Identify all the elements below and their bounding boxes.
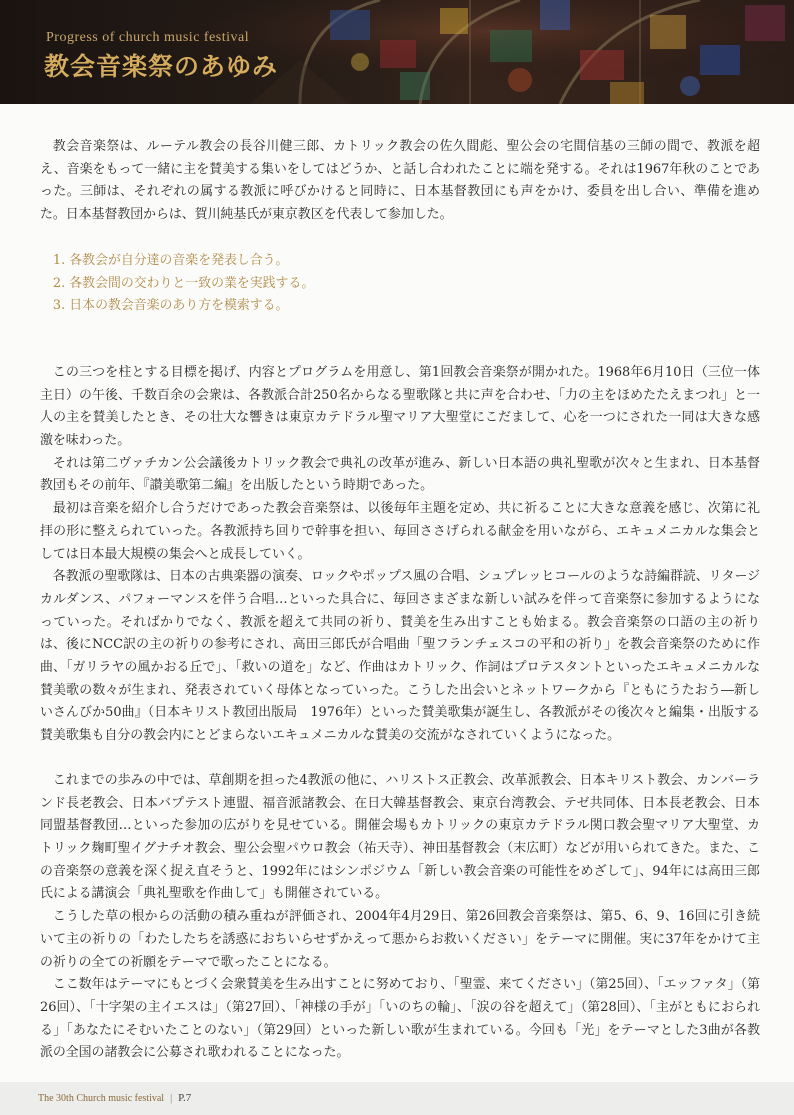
page-footer bbox=[0, 1082, 794, 1115]
section-gap bbox=[40, 748, 760, 770]
body-paragraph: ここ数年はテーマにもとづく会衆賛美を生み出すことに努めており、「聖霊、来てください」（第25回）、「エッファタ」（第26回）、「十字架の主イエスは」（第27回）、「神様の手が」「いのちの輪」、「涙の谷を超えて」（第28回）、「主がともにおられる」「あなたにそむいたことのない」（第29回）といった新しい歌が生まれている。今回も「光」をテーマとした3曲が各教派の全国の諸教会に公募され歌われることになった。 bbox=[40, 977, 760, 1061]
body-paragraph: 最初は音楽を紹介し合うだけであった教会音楽祭は、以後毎年主題を定め、共に祈ることに大きな意義を感じ、次第に礼拝の形に整えられていった。各教派持ち回りで幹事を担い、毎回ささげられる献金を用いながら、エキュメニカルな集会としては日本最大規模の集会へと成長していく。 bbox=[40, 501, 760, 562]
goal-item: 1. 各教会が自分達の音楽を発表し合う。 bbox=[52, 252, 289, 268]
intro-paragraph: 教会音楽祭は、ルーテル教会の長谷川健三郎、カトリック教会の佐久間彪、聖公会の宅間信基の三師の間で、教派を超え、音楽をもって一緒に主を賛美する集いをしてはどうか、と話し合われたことに端を発する。それは1967年秋のことであった。三師は、それぞれの属する教派に呼びかけると同時に、日本基督教団にも声をかけ、委員を出し合い、準備を進めた。日本基督教団からは、賀川純基氏が東京教区を代表して参加した。 bbox=[40, 139, 760, 223]
body-paragraph: こうした草の根からの活動の積み重ねが評価され、2004年4月29日、第26回教会音楽祭は、第5、6、9、16回に引き続いて主の祈りの「わたしたちを誘惑におちいらせずかえって悪からお救いください」をテーマに開催。実に37年をかけて主の祈りの全ての祈願をテーマで歌ったことになる。 bbox=[40, 909, 760, 970]
goal-item: 2. 各教会間の交わりと一致の業を実践する。 bbox=[52, 275, 315, 291]
header-banner bbox=[0, 0, 794, 104]
footer-separator: | bbox=[170, 1093, 173, 1104]
footer-text bbox=[38, 1092, 191, 1104]
header-subtitle: Progress of church music festival bbox=[46, 30, 250, 45]
footer-festival-name: The 30th Church music festival bbox=[38, 1093, 165, 1104]
body-paragraph: これまでの歩みの中では、草創期を担った4教派の他に、ハリストス正教会、改革派教会、日本キリスト教会、カンバーランド長老教会、日本バプテスト連盟、福音派諸教会、在日大韓基督教会、東京台湾教会、テゼ共同体、日本長老教会、日本同盟基督教団…といった参加の広がりを見せている。開催会場もカトリックの東京カテドラル関口教会聖マリア大聖堂、カトリック麹町聖イグナチオ教会、聖公会聖パウロ教会（祐天寺）、神田基督教会（末広町）などが用いられてきた。また、この音楽祭の意義を深く捉え直そうと、1992年にはシンポジウム「新しい教会音楽の可能性をめざして」、94年には高田三郎氏による講演会「典礼聖歌を作曲して」も開催されている。 bbox=[40, 772, 760, 902]
article-body bbox=[40, 136, 760, 1065]
body-paragraph: 各教派の聖歌隊は、日本の古典楽器の演奏、ロックやポップス風の合唱、シュプレッヒコールのような詩編群読、リタージカルダンス、パフォーマンスを伴う合唱…といった具合に、毎回さまざまな新しい試みを伴って音楽祭に参加するようになっていった。そればかりでなく、教派を超えて共同の祈り、賛美を生み出すことも始まる。教会音楽祭の口語の主の祈りは、後にNCC訳の主の祈りの参考にされ、高田三郎氏が合唱曲「聖フランチェスコの平和の祈り」を教会音楽祭のために作曲、「ガリラヤの風かおる丘で」、「救いの道を」など、作曲はカトリック、作詞はプロテスタントといったエキュメニカルな賛美歌の数々が生まれ、発表されていく母体となっていった。こうした出会いとネットワークから『ともにうたおう―新しいさんびか50曲』（日本キリスト教団出版局 1976年）といった賛美歌集が誕生し、各教派がその後次々と編集・出版する賛美歌集も自分の教会内にとどまらないエキュメニカルな賛美の交流がなされていくようになった。 bbox=[40, 569, 760, 744]
body-paragraph: この三つを柱とする目標を掲げ、内容とプログラムを用意し、第1回教会音楽祭が開かれた。1968年6月10日（三位一体主日）の午後、千数百余の会衆は、各教派合計250名からなる聖歌隊と共に声を合わせ、「力の主をほめたたえまつれ」と一人の主を賛美したとき、その壮大な響きは東京カテドラル聖マリア大聖堂にこだまして、心を一つにされた一同は大きな感激を味わった。 bbox=[40, 364, 760, 449]
goal-item: 3. 日本の教会音楽のあり方を模索する。 bbox=[52, 298, 289, 314]
body-paragraph: それは第二ヴァチカン公会議後カトリック教会で典礼の改革が進み、新しい日本語の典礼聖歌が次々と生まれ、日本基督教団もその前年、『讃美歌第二編』を出版したという時期であった。 bbox=[40, 455, 760, 494]
goals-list bbox=[40, 250, 760, 318]
page-title: 教会音楽祭のあゆみ bbox=[44, 52, 279, 81]
page-number: P.7 bbox=[178, 1092, 192, 1104]
